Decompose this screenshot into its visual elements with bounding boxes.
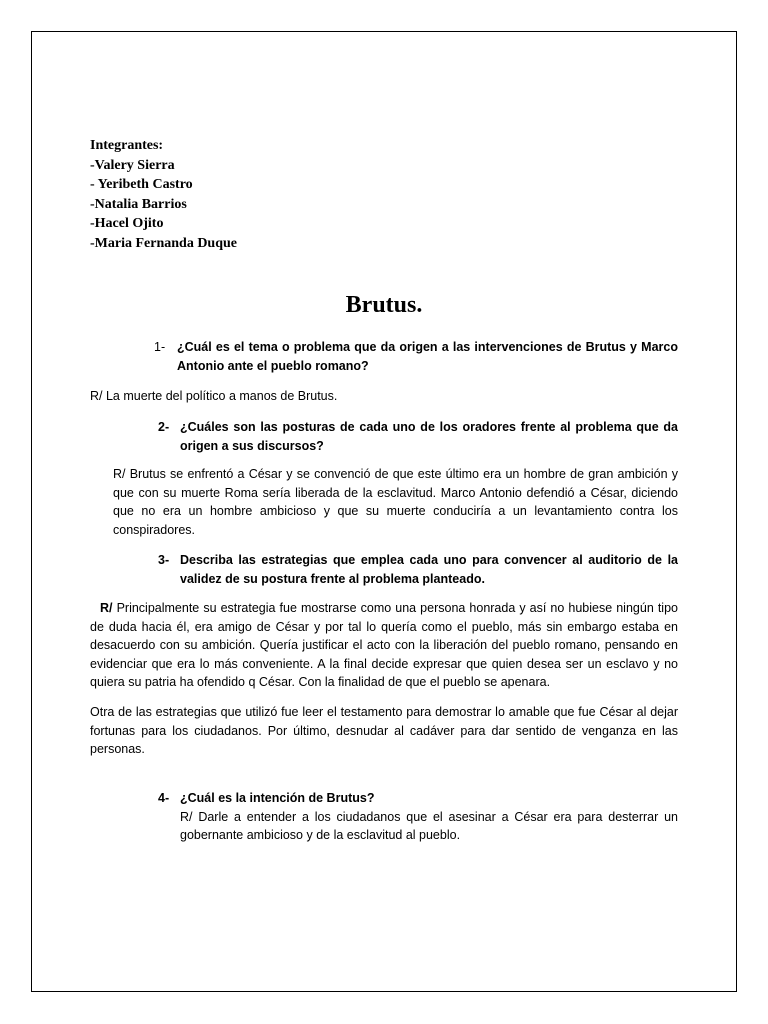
member-name: -Maria Fernanda Duque <box>90 235 237 251</box>
answer-3 <box>90 599 678 692</box>
answer-text: Principalmente su estrategia fue mostrarse como una persona honrada y así no hubiese ningún tipo de duda hacia él, era amigo de César y por tal lo quería como el pueblo, más sin embargo estaba en desacuerdo con su ambición. Quería justificar el acto con la liberación del pueblo romano, pensando en evidenciar que era lo más conveniente. A la final decide expresar que quien desea ser un esclavo y no quiera su patria ha ofendido q César. Con la finalidad de que el pueblo se apenara. <box>90 601 678 689</box>
question-text: Describa las estrategias que emplea cada uno para convencer al auditorio de la validez de su postura frente al problema planteado. <box>180 553 678 586</box>
question-text: ¿Cuáles son las posturas de cada uno de los oradores frente al problema que da origen a sus discursos? <box>180 420 678 453</box>
answer-2: R/ Brutus se enfrentó a César y se convenció de que este último era un hombre de gran ambición y que con su muerte Roma sería liberada de la esclavitud. Marco Antonio defendió a César, diciendo que no era un hombre ambicioso y que su muerte conduciría a un levantamiento contra los conspiradores. <box>113 467 678 537</box>
answer-3-continued: Otra de las estrategias que utilizó fue leer el testamento para demostrar lo amable que fue César al dejar fortunas para los ciudadanos. Por último, desnudar al cadáver para dar sentido de venganza en las personas. <box>90 705 678 756</box>
question-4 <box>158 789 678 845</box>
question-number: 3- <box>158 553 170 567</box>
answer-1: R/ La muerte del político a manos de Brutus. <box>90 389 338 403</box>
question-text: ¿Cuál es la intención de Brutus? <box>180 791 375 805</box>
question-2 <box>158 418 678 455</box>
question-number: 4- <box>158 791 170 805</box>
member-name: -Natalia Barrios <box>90 196 187 212</box>
question-3 <box>158 551 678 588</box>
question-number: 1- <box>154 340 166 354</box>
member-name: - Yeribeth Castro <box>90 177 193 193</box>
document-title: Brutus. <box>345 292 423 318</box>
members-heading: Integrantes: <box>90 138 164 153</box>
answer-prefix: R/ <box>100 601 113 615</box>
member-name: -Valery Sierra <box>90 157 175 173</box>
question-text: ¿Cuál es el tema o problema que da origen a las intervenciones de Brutus y Marco Antonio ante el pueblo romano? <box>177 340 678 373</box>
member-name: -Hacel Ojito <box>90 216 164 232</box>
answer-4: R/ Darle a entender a los ciudadanos que el asesinar a César era para desterrar un gobernante ambicioso y de la esclavitud al pueblo. <box>180 809 678 842</box>
question-1 <box>154 338 678 375</box>
members-block <box>90 136 237 254</box>
question-number: 2- <box>158 420 170 434</box>
